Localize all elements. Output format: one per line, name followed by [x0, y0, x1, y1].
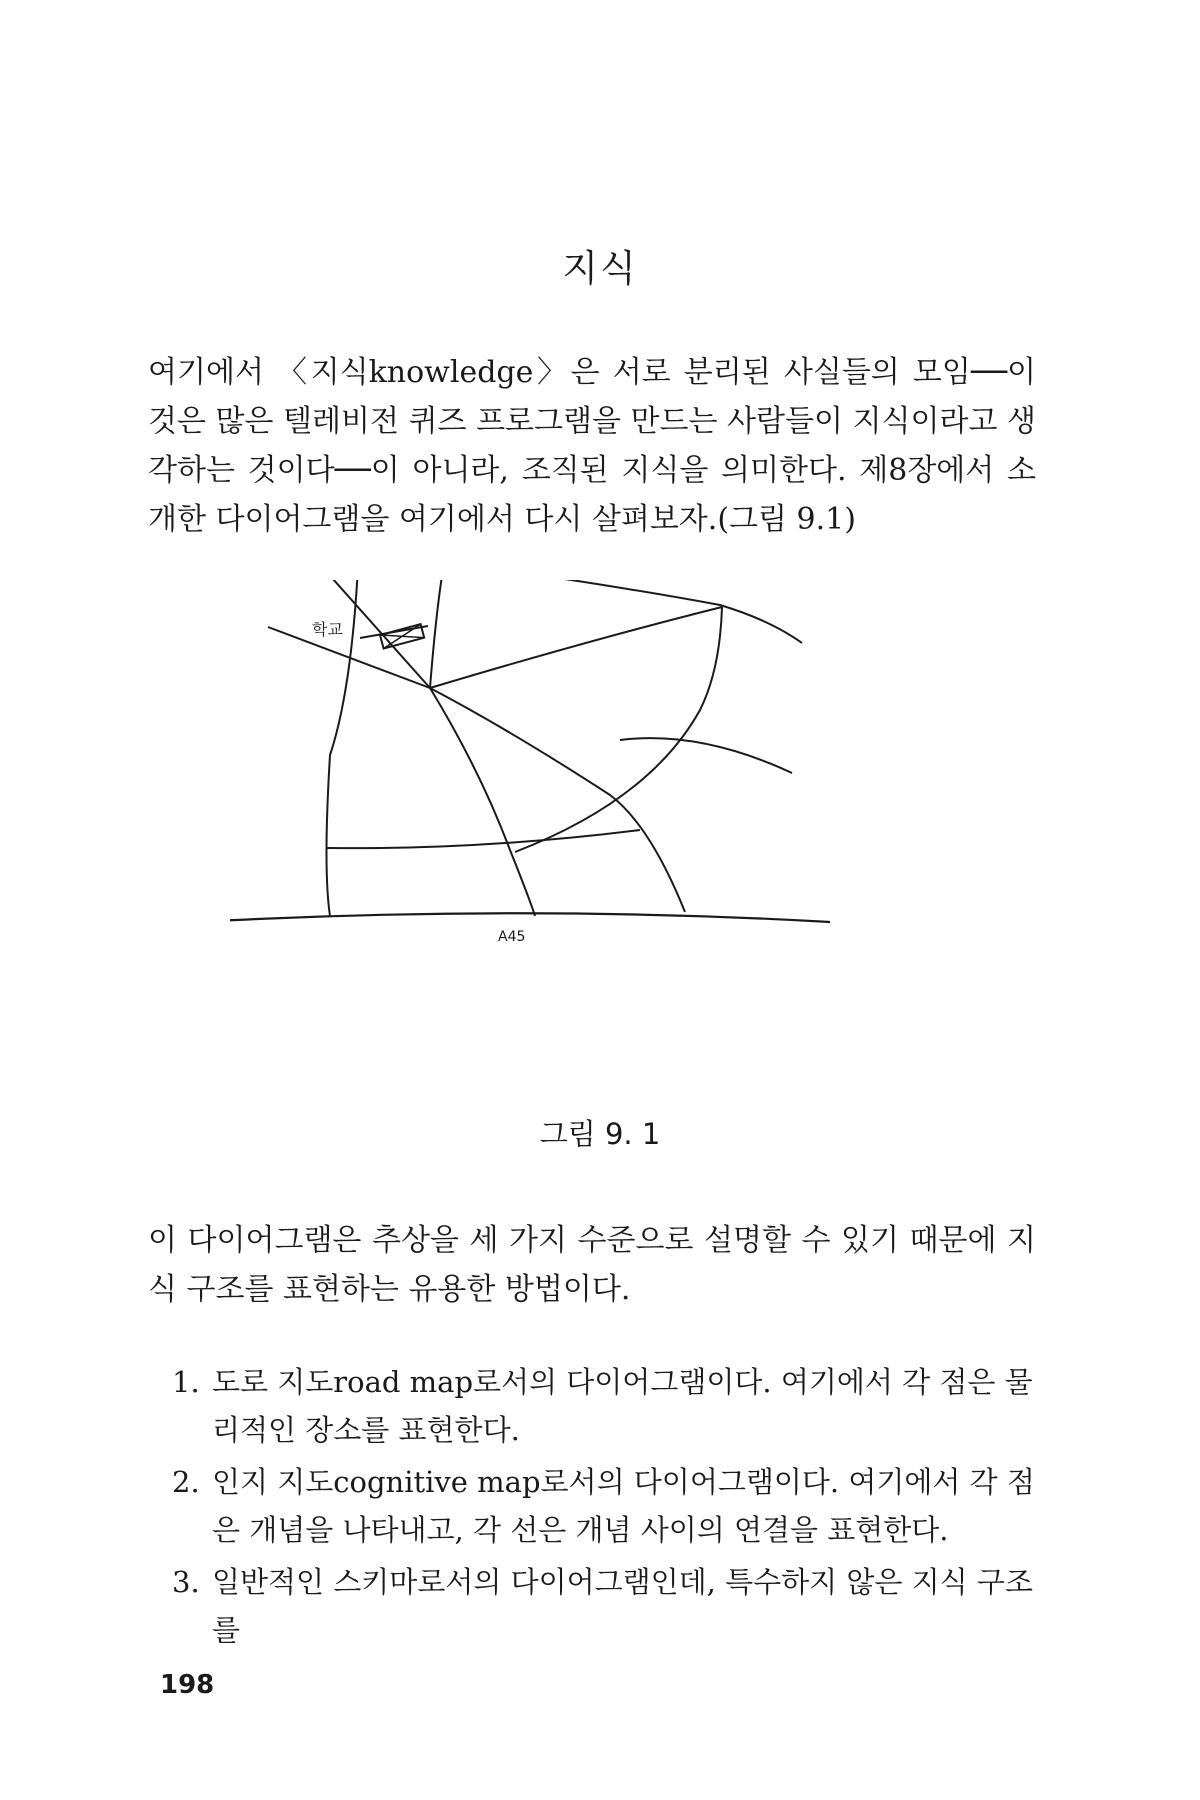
road-map-diagram [230, 580, 960, 1090]
road-label: A45 [498, 929, 526, 945]
list-item [172, 1558, 1036, 1654]
list-item-text: 인지 지도cognitive map로서의 다이어그램이다. 여기에서 각 점은 개념을 나타내고, 각 선은 개념 사이의 연결을 표현한다. [212, 1465, 1035, 1547]
list-item-number: 3. [172, 1565, 200, 1599]
road-map-figure [230, 580, 960, 1090]
road-line [430, 688, 535, 916]
figure-caption: 그림 9. 1 [539, 1117, 661, 1151]
road-line [620, 738, 792, 773]
explain-paragraph: 이 다이어그램은 추상을 세 가지 수준으로 설명할 수 있기 때문에 지식 구조를 표현하는 유용한 방법이다. [148, 1223, 1036, 1307]
a45-road [230, 913, 830, 922]
list-item-number: 1. [172, 1365, 200, 1399]
list-item [172, 1358, 1036, 1454]
list-item [172, 1458, 1036, 1554]
school-label: 학교 [312, 620, 343, 639]
page-number: 198 [160, 1670, 215, 1700]
level-list [172, 1358, 1036, 1658]
intro-paragraph: 여기에서 〈지식knowledge〉은 서로 분리된 사실들의 모임──이것은 많은 텔레비전 퀴즈 프로그램을 만드는 사람들이 지식이라고 생각하는 것이다──이 아니라, 조직된 지식을 의미한다. 제8장에서 소개한 다이어그램을 여기에서 다시 살펴보자.(그림 9.1) [148, 355, 1036, 537]
road-line [430, 688, 685, 912]
section-title: 지식 [562, 247, 638, 290]
list-item-text: 일반적인 스키마로서의 다이어그램인데, 특수하지 않은 지식 구조를 [212, 1565, 1033, 1647]
list-item-number: 2. [172, 1465, 200, 1499]
road-line [327, 830, 640, 848]
road-line [515, 607, 722, 852]
road-line [430, 580, 455, 688]
list-item-text: 도로 지도road map로서의 다이어그램이다. 여기에서 각 점은 물리적인 장소를 표현한다. [212, 1365, 1033, 1447]
